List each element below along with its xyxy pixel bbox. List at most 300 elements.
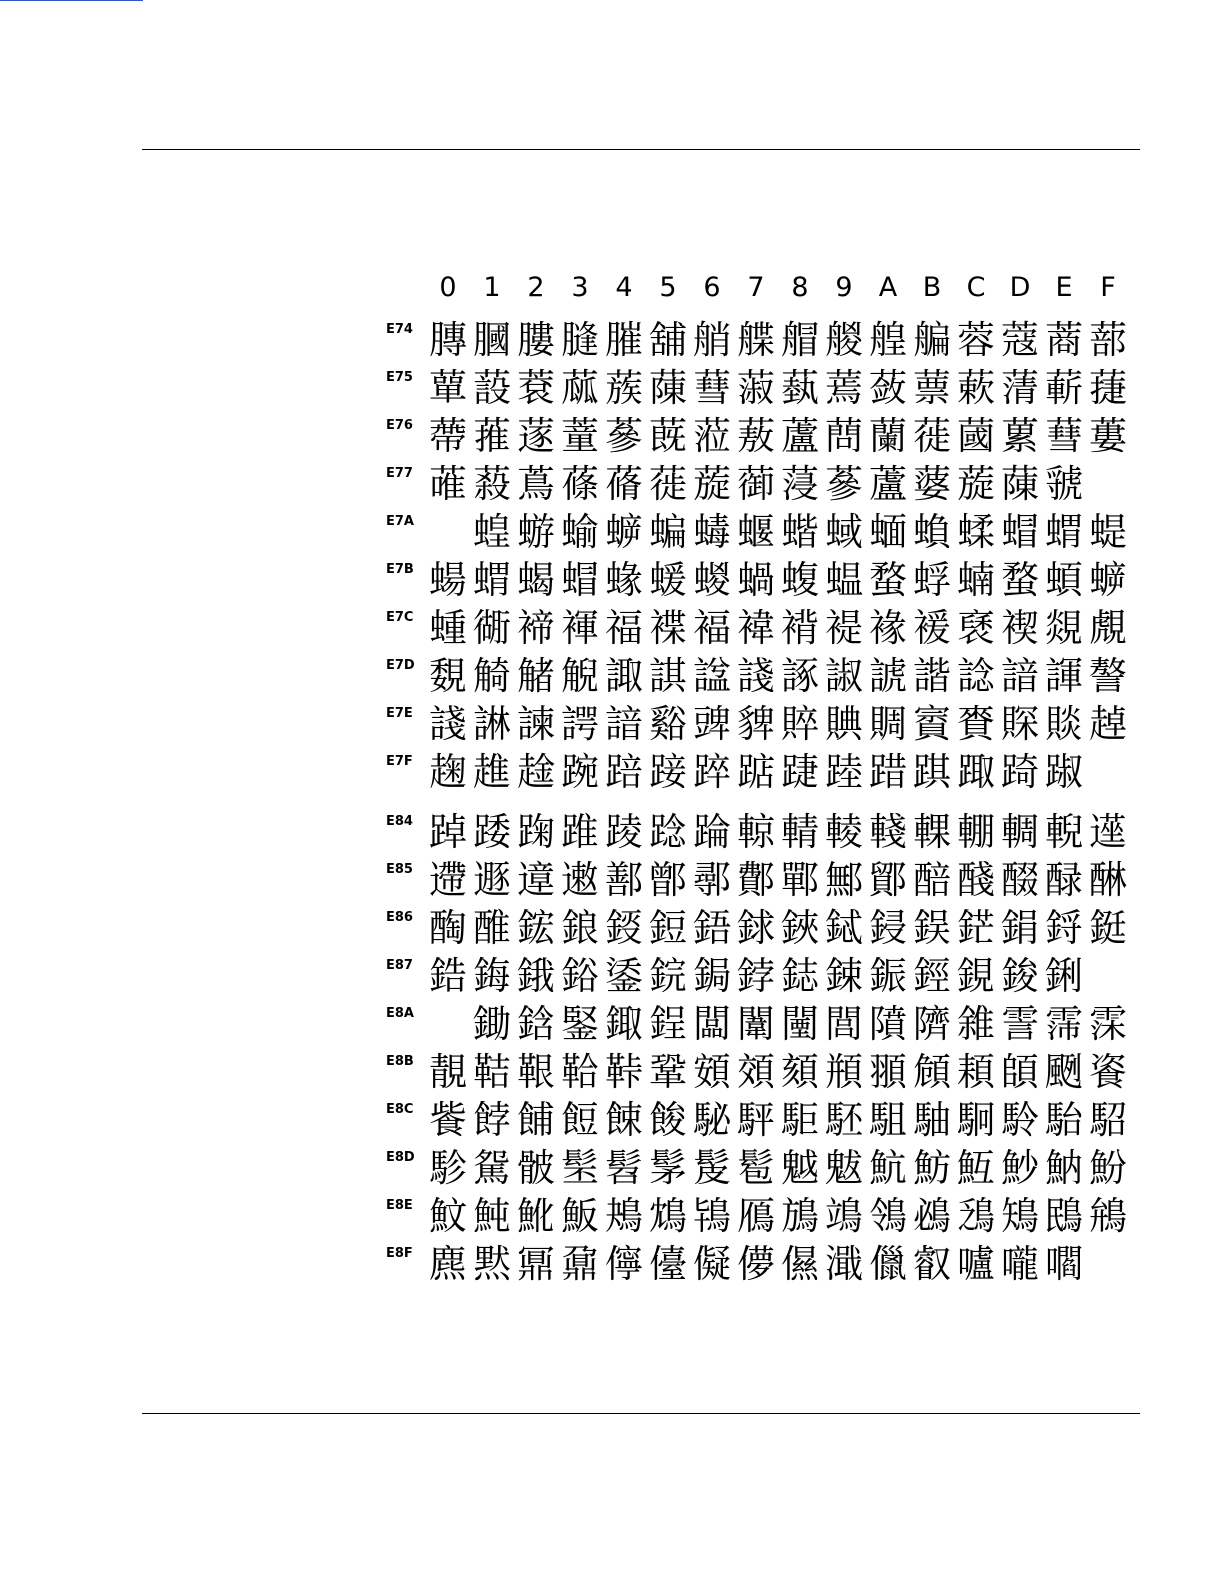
character-cell: 諏 <box>604 654 643 698</box>
column-header: E <box>1055 272 1073 303</box>
character-cell: 蔧 <box>1044 414 1083 458</box>
character-cell: 蕇 <box>428 366 467 410</box>
character-cell: 濈 <box>824 1242 863 1286</box>
character-cell: 賥 <box>780 702 819 746</box>
character-cell: 賨 <box>912 702 951 746</box>
character-cell: 蝥 <box>1000 558 1039 602</box>
character-cell: 蝬 <box>692 558 731 602</box>
character-cell: 踧 <box>1044 750 1083 794</box>
character-cell: 駗 <box>428 1146 467 1190</box>
character-cell: 蔳 <box>1000 366 1039 410</box>
character-cell: 趡 <box>472 750 511 794</box>
character-cell: 魨 <box>472 1194 511 1238</box>
character-cell <box>1086 460 1130 508</box>
character-cell: 褔 <box>692 606 731 650</box>
character-cell: 蘆 <box>868 462 907 506</box>
character-cell: 趛 <box>516 750 555 794</box>
character-cell: 踓 <box>560 810 599 854</box>
column-header: B <box>922 272 942 303</box>
character-cell: 鋞 <box>912 954 951 998</box>
character-cell: 魦 <box>1000 1146 1039 1190</box>
character-cell: 蔧 <box>692 366 731 410</box>
character-cell: 舖 <box>648 318 687 362</box>
character-cell: 雓 <box>956 1002 995 1046</box>
character-cell: 鋕 <box>780 954 819 998</box>
character-cell: 鋥 <box>648 1002 687 1046</box>
character-cell: 褘 <box>736 606 775 650</box>
character-cell: 駌 <box>472 1146 511 1190</box>
column-header: 5 <box>659 272 677 303</box>
row-code-label: E74 <box>386 322 413 337</box>
character-cell: 魬 <box>560 1194 599 1238</box>
character-cell: 踗 <box>648 810 687 854</box>
character-cell: 蝳 <box>692 510 731 554</box>
character-cell: 蔘 <box>604 414 643 458</box>
character-cell: 蝟 <box>1044 510 1083 554</box>
character-cell: 踮 <box>736 750 775 794</box>
character-cell: 蓷 <box>472 414 511 458</box>
character-cell: 趠 <box>1088 702 1127 746</box>
character-cell: 蝹 <box>824 558 863 602</box>
row-code-label: E76 <box>386 418 413 433</box>
character-cell: 鴈 <box>736 1194 775 1238</box>
character-cell: 醅 <box>912 858 951 902</box>
column-header: 7 <box>747 272 765 303</box>
column-header: F <box>1100 272 1116 303</box>
character-cell: 踚 <box>692 810 731 854</box>
character-cell: 褎 <box>956 606 995 650</box>
character-cell: 駖 <box>1000 1098 1039 1142</box>
column-header: 9 <box>835 272 853 303</box>
character-cell: 魶 <box>1044 1146 1083 1190</box>
character-cell: 踔 <box>428 810 467 854</box>
character-cell: 闉 <box>780 1002 819 1046</box>
character-cell: 褙 <box>780 606 819 650</box>
character-cell: 蝪 <box>428 558 467 602</box>
character-cell: 鋡 <box>516 1002 555 1046</box>
character-cell: 蔯 <box>1000 462 1039 506</box>
character-cell: 踒 <box>472 810 511 854</box>
character-cell: 蔹 <box>868 366 907 410</box>
character-cell: 魤 <box>516 1194 555 1238</box>
character-cell: 鼏 <box>516 1242 555 1286</box>
character-cell <box>1086 952 1130 1000</box>
character-cell: 鋯 <box>428 954 467 998</box>
character-cell: 鄩 <box>692 858 731 902</box>
character-cell: 艎 <box>868 318 907 362</box>
character-cell: 蝗 <box>472 510 511 554</box>
character-cell: 艄 <box>692 318 731 362</box>
row-code-label: E7A <box>386 514 414 529</box>
character-cell: 蝝 <box>604 558 643 602</box>
character-cell: 醆 <box>956 858 995 902</box>
character-cell: 虢 <box>1044 462 1083 506</box>
character-cell: 踙 <box>956 750 995 794</box>
character-cell: 儗 <box>692 1242 731 1286</box>
character-cell: 叡 <box>912 1242 951 1286</box>
character-cell: 鴗 <box>824 1194 863 1238</box>
character-cell: 餔 <box>516 1098 555 1142</box>
character-cell: 艓 <box>736 318 775 362</box>
character-cell: 嚨 <box>1000 1242 1039 1286</box>
character-cell: 餑 <box>472 1098 511 1142</box>
character-cell: 魃 <box>824 1146 863 1190</box>
character-cell: 輘 <box>824 810 863 854</box>
character-cell: 膕 <box>472 318 511 362</box>
character-cell: 鋄 <box>604 906 643 950</box>
character-cell: 鋉 <box>824 954 863 998</box>
row-code-label: E85 <box>386 862 413 877</box>
character-cell: 蓵 <box>1088 366 1127 410</box>
character-cell: 蔪 <box>1044 366 1083 410</box>
character-cell: 蝥 <box>868 558 907 602</box>
character-cell: 鋃 <box>560 906 599 950</box>
character-cell: 鋦 <box>692 954 731 998</box>
character-cell: 褅 <box>516 606 555 650</box>
character-cell: 鋝 <box>1044 906 1083 950</box>
character-cell: 鋍 <box>736 954 775 998</box>
character-cell <box>1086 748 1130 796</box>
row-code-label: E84 <box>386 814 413 829</box>
top-rule <box>142 149 1140 150</box>
character-cell: 嚧 <box>956 1242 995 1286</box>
character-cell: 膞 <box>428 318 467 362</box>
character-cell: 髫 <box>604 1146 643 1190</box>
character-cell: 蔙 <box>956 462 995 506</box>
character-cell: 駎 <box>912 1098 951 1142</box>
character-cell: 蝷 <box>1088 558 1127 602</box>
character-cell: 儠 <box>868 1242 907 1286</box>
column-header: 4 <box>615 272 633 303</box>
row-code-label: E7E <box>386 706 413 721</box>
row-code-label: E8A <box>386 1006 414 1021</box>
character-cell: 蝭 <box>1088 510 1127 554</box>
character-cell: 蓫 <box>516 414 555 458</box>
character-cell: 蔀 <box>1088 318 1127 362</box>
character-cell <box>426 508 470 556</box>
character-cell: 駍 <box>736 1098 775 1142</box>
character-cell: 諧 <box>912 654 951 698</box>
character-cell: 褌 <box>560 606 599 650</box>
character-cell: 駏 <box>780 1098 819 1142</box>
row-code-label: E7B <box>386 562 414 577</box>
character-cell: 蔜 <box>736 414 775 458</box>
character-cell: 蔘 <box>824 462 863 506</box>
character-cell: 鄫 <box>648 858 687 902</box>
character-cell: 踕 <box>780 750 819 794</box>
character-cell: 魰 <box>428 1194 467 1238</box>
character-cell: 褋 <box>648 606 687 650</box>
character-cell: 魴 <box>912 1146 951 1190</box>
character-cell: 遧 <box>516 858 555 902</box>
character-cell: 蜮 <box>824 510 863 554</box>
character-cell: 蜉 <box>912 558 951 602</box>
character-cell: 頧 <box>1000 1050 1039 1094</box>
character-cell: 儚 <box>736 1242 775 1286</box>
character-cell: 鴂 <box>604 1194 643 1238</box>
character-cell: 醀 <box>472 906 511 950</box>
character-cell: 蔌 <box>956 366 995 410</box>
character-cell: 鴒 <box>868 1194 907 1238</box>
character-cell: 駜 <box>692 1098 731 1142</box>
character-cell: 靚 <box>428 1050 467 1094</box>
character-cell: 鞎 <box>516 1050 555 1094</box>
character-cell: 鋙 <box>692 906 731 950</box>
character-cell: 輗 <box>1044 810 1083 854</box>
character-cell: 駋 <box>1088 1098 1127 1142</box>
character-cell: 輣 <box>956 810 995 854</box>
character-cell: 鄮 <box>868 858 907 902</box>
character-cell: 趜 <box>428 750 467 794</box>
character-cell: 蔫 <box>824 366 863 410</box>
character-cell: 蝒 <box>868 510 907 554</box>
character-cell: 鞈 <box>560 1050 599 1094</box>
character-cell: 觭 <box>472 654 511 698</box>
character-cell: 餗 <box>604 1098 643 1142</box>
character-cell: 蝜 <box>912 510 951 554</box>
column-header: 6 <box>703 272 721 303</box>
character-cell: 餕 <box>648 1098 687 1142</box>
character-cell: 諳 <box>1000 654 1039 698</box>
character-cell: 蓨 <box>604 462 643 506</box>
character-cell: 艒 <box>780 318 819 362</box>
character-cell: 鞐 <box>604 1050 643 1094</box>
character-cell: 鋓 <box>1044 954 1083 998</box>
character-cell: 賚 <box>956 702 995 746</box>
character-cell: 鴙 <box>1000 1194 1039 1238</box>
character-cell: 輠 <box>912 810 951 854</box>
character-cell: 賙 <box>868 702 907 746</box>
character-cell: 蓰 <box>912 414 951 458</box>
character-cell: 鋑 <box>1000 954 1039 998</box>
character-cell: 蘭 <box>868 414 907 458</box>
character-cell: 蓹 <box>736 462 775 506</box>
column-header: 0 <box>439 272 457 303</box>
character-cell: 踛 <box>824 750 863 794</box>
character-cell: 踖 <box>868 750 907 794</box>
character-cell: 褆 <box>824 606 863 650</box>
character-cell: 鋐 <box>516 906 555 950</box>
character-cell: 鄲 <box>780 858 819 902</box>
character-cell: 覤 <box>1088 606 1127 650</box>
character-cell: 鋊 <box>560 954 599 998</box>
bottom-rule <box>142 1413 1140 1414</box>
character-cell: 諓 <box>428 702 467 746</box>
character-cell: 蝙 <box>648 510 687 554</box>
character-cell: 蔻 <box>1000 318 1039 362</box>
character-cell: 蝮 <box>780 558 819 602</box>
row-code-label: E87 <box>386 958 413 973</box>
character-cell: 蔮 <box>956 414 995 458</box>
character-cell: 蔈 <box>912 366 951 410</box>
character-cell: 黙 <box>472 1242 511 1286</box>
character-cell: 魱 <box>956 1146 995 1190</box>
character-cell: 醊 <box>1000 858 1039 902</box>
character-cell: 蓡 <box>780 462 819 506</box>
character-cell: 鋗 <box>1000 906 1039 950</box>
character-cell: 踑 <box>912 750 951 794</box>
character-cell: 蝚 <box>956 510 995 554</box>
character-cell: 蓧 <box>560 462 599 506</box>
character-cell: 膖 <box>560 318 599 362</box>
character-cell <box>1086 1240 1130 1288</box>
character-cell: 踤 <box>692 750 731 794</box>
character-cell: 蔙 <box>692 462 731 506</box>
character-cell: 福 <box>604 606 643 650</box>
character-cell: 鋎 <box>648 954 687 998</box>
character-cell: 魧 <box>868 1146 907 1190</box>
character-cell: 貏 <box>736 702 775 746</box>
character-cell: 諢 <box>1044 654 1083 698</box>
row-code-label: E7D <box>386 658 415 673</box>
column-header: D <box>1009 272 1031 303</box>
character-cell: 鋠 <box>868 954 907 998</box>
column-header: 3 <box>571 272 589 303</box>
character-cell: 闆 <box>692 1002 731 1046</box>
character-cell: 鋟 <box>868 906 907 950</box>
column-header: 1 <box>483 272 501 303</box>
character-cell: 鴓 <box>912 1194 951 1238</box>
character-cell: 蔇 <box>648 414 687 458</box>
column-header: C <box>966 272 986 303</box>
character-cell: 蔂 <box>1000 414 1039 458</box>
row-code-label: E77 <box>386 466 413 481</box>
character-cell: 蝎 <box>516 558 555 602</box>
character-cell: 蓶 <box>428 462 467 506</box>
character-cell: 蝻 <box>956 558 995 602</box>
character-cell: 諕 <box>868 654 907 698</box>
character-cell: 鋀 <box>648 906 687 950</box>
character-cell: 鄦 <box>824 858 863 902</box>
character-cell: 蔋 <box>736 366 775 410</box>
row-code-label: E7F <box>386 754 413 769</box>
character-cell: 鴖 <box>1044 1194 1083 1238</box>
character-cell: 閭 <box>824 1002 863 1046</box>
character-cell: 頦 <box>780 1050 819 1094</box>
character-cell: 蘆 <box>780 414 819 458</box>
character-cell: 谿 <box>648 702 687 746</box>
character-cell: 餖 <box>560 1098 599 1142</box>
character-cell: 餈 <box>1088 1050 1127 1094</box>
character-cell: 諳 <box>604 702 643 746</box>
character-cell: 醁 <box>1044 858 1083 902</box>
character-cell: 蔦 <box>516 462 555 506</box>
character-cell: 觬 <box>560 654 599 698</box>
character-cell: 踜 <box>604 810 643 854</box>
character-cell: 骳 <box>516 1146 555 1190</box>
character-cell: 褑 <box>912 606 951 650</box>
character-cell: 謷 <box>1088 654 1127 698</box>
character-cell: 遰 <box>428 858 467 902</box>
character-cell: 駔 <box>868 1098 907 1142</box>
character-cell: 蒞 <box>692 414 731 458</box>
row-code-label: E8C <box>386 1102 414 1117</box>
row-code-label: E86 <box>386 910 413 925</box>
character-cell: 蓉 <box>956 318 995 362</box>
character-cell: 蝸 <box>736 558 775 602</box>
character-cell: 諑 <box>780 654 819 698</box>
character-cell: 髱 <box>736 1146 775 1190</box>
character-cell: 鋂 <box>472 954 511 998</box>
column-header: 8 <box>791 272 809 303</box>
character-cell: 輚 <box>868 810 907 854</box>
character-cell: 鋏 <box>780 906 819 950</box>
character-cell: 髳 <box>648 1146 687 1190</box>
character-cell: 髬 <box>560 1146 599 1190</box>
character-cell: 輤 <box>780 810 819 854</box>
character-cell: 蕫 <box>560 414 599 458</box>
character-cell: 頛 <box>956 1050 995 1094</box>
character-cell: 蝔 <box>780 510 819 554</box>
character-cell: 蔉 <box>516 366 555 410</box>
character-cell: 醂 <box>1088 858 1127 902</box>
character-cell: 鋧 <box>956 954 995 998</box>
row-code-label: E8F <box>386 1246 413 1261</box>
character-cell: 膗 <box>604 318 643 362</box>
character-cell: 蝟 <box>472 558 511 602</box>
character-cell: 蔄 <box>824 414 863 458</box>
character-cell: 駘 <box>1044 1098 1083 1142</box>
column-header: 2 <box>527 272 545 303</box>
character-cell: 褉 <box>1000 606 1039 650</box>
character-cell: 鋈 <box>604 954 643 998</box>
character-cell: 鋌 <box>1088 906 1127 950</box>
character-cell: 遳 <box>1088 810 1127 854</box>
character-cell: 霂 <box>1088 1002 1127 1046</box>
character-cell: 鼐 <box>560 1242 599 1286</box>
character-cell: 蔕 <box>428 414 467 458</box>
character-cell: 諓 <box>736 654 775 698</box>
character-cell: 踘 <box>516 810 555 854</box>
character-cell: 魵 <box>1088 1146 1127 1190</box>
character-cell: 艑 <box>912 318 951 362</box>
character-cell: 鴔 <box>956 1194 995 1238</box>
character-cell: 諔 <box>824 654 863 698</box>
character-cell: 覣 <box>428 654 467 698</box>
column-header: A <box>878 272 898 303</box>
character-cell: 膢 <box>516 318 555 362</box>
character-cell: 駉 <box>956 1098 995 1142</box>
character-cell: 醄 <box>428 906 467 950</box>
character-cell: 鋩 <box>956 906 995 950</box>
character-cell: 鄯 <box>604 858 643 902</box>
character-cell: 踠 <box>560 750 599 794</box>
character-cell: 麃 <box>428 1242 467 1286</box>
character-cell: 蝩 <box>428 606 467 650</box>
character-cell: 蔎 <box>472 366 511 410</box>
character-cell: 輬 <box>736 810 775 854</box>
character-cell: 鴆 <box>648 1194 687 1238</box>
character-cell: 飺 <box>428 1098 467 1142</box>
character-cell: 蝣 <box>516 510 555 554</box>
character-cell: 豍 <box>692 702 731 746</box>
character-cell: 駓 <box>824 1098 863 1142</box>
character-cell: 蝢 <box>1044 558 1083 602</box>
footer-rule <box>0 0 143 1</box>
character-cell: 鋱 <box>824 906 863 950</box>
character-cell: 闈 <box>736 1002 775 1046</box>
character-cell: 蝯 <box>648 558 687 602</box>
character-cell: 鋤 <box>472 1002 511 1046</box>
character-cell: 艐 <box>824 318 863 362</box>
character-cell: 諆 <box>648 654 687 698</box>
character-cell: 鴋 <box>780 1194 819 1238</box>
character-cell: 諡 <box>692 654 731 698</box>
character-cell: 頝 <box>736 1050 775 1094</box>
character-cell: 賝 <box>1000 702 1039 746</box>
character-cell: 蔞 <box>1088 414 1127 458</box>
character-cell: 頞 <box>692 1050 731 1094</box>
